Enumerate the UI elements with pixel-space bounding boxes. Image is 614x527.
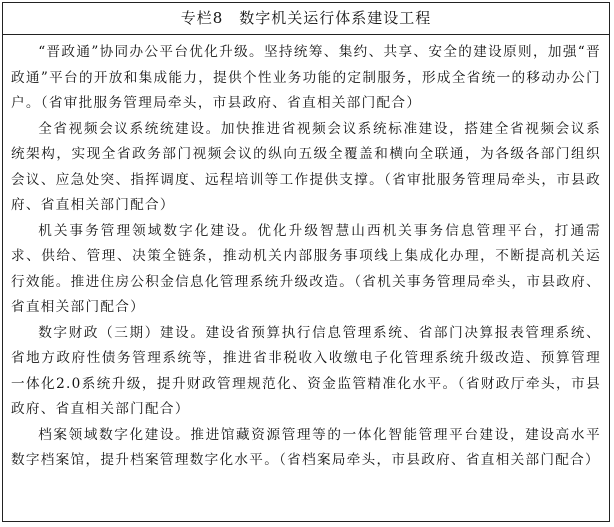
paragraph-jinzhengtong: “晋政通”协同办公平台优化升级。坚持统筹、集约、共享、安全的建设原则，加强“晋政通”平台的开放和集成能力，提供个性业务功能的定制服务，形成全省统一的移动办公门户。（省审批服务管理局牵头，市县政府、省直相关部门配合） [11,44,601,111]
box-content [3,35,609,474]
paragraph-agency-affairs: 机关事务管理领域数字化建设。优化升级智慧山西机关事务信息管理平台，打通需求、供给、管理、决策全链条，推动机关内部服务事项线上集成化办理，不断提高机关运行效能。推进住房公积金信息化管理系统升级改造。（省机关事务管理局牵头，市县政府、省直相关部门配合） [11,222,601,315]
paragraph-archives: 档案领域数字化建设。推进馆藏资源管理等的一体化智能管理平台建设，建设高水平数字档案馆，提升档案管理数字化水平。（省档案局牵头，市县政府、省直相关部门配合） [11,426,601,468]
paragraph-video-conference: 全省视频会议系统统建设。加快推进省视频会议系统标准建设，搭建全省视频会议系统架构，实现全省政务部门视频会议的纵向五级全覆盖和横向全联通，为各级各部门组织会议、应急处突、指挥调度、远程培训等工作提供支撑。（省审批服务管理局牵头，市县政府、省直相关部门配合） [11,120,601,213]
box-title: 专栏8 数字机关运行体系建设工程 [3,3,609,35]
feature-box [2,2,610,522]
paragraph-digital-finance: 数字财政（三期）建设。建设省预算执行信息管理系统、省部门决算报表管理系统、省地方政府性债务管理系统等，推进省非税收入收缴电子化管理系统升级改造、预算管理一体化2.0系统升级，提升财政管理规范化、资金监管精准化水平。（省财政厅牵头，市县政府、省直相关部门配合） [11,324,601,417]
